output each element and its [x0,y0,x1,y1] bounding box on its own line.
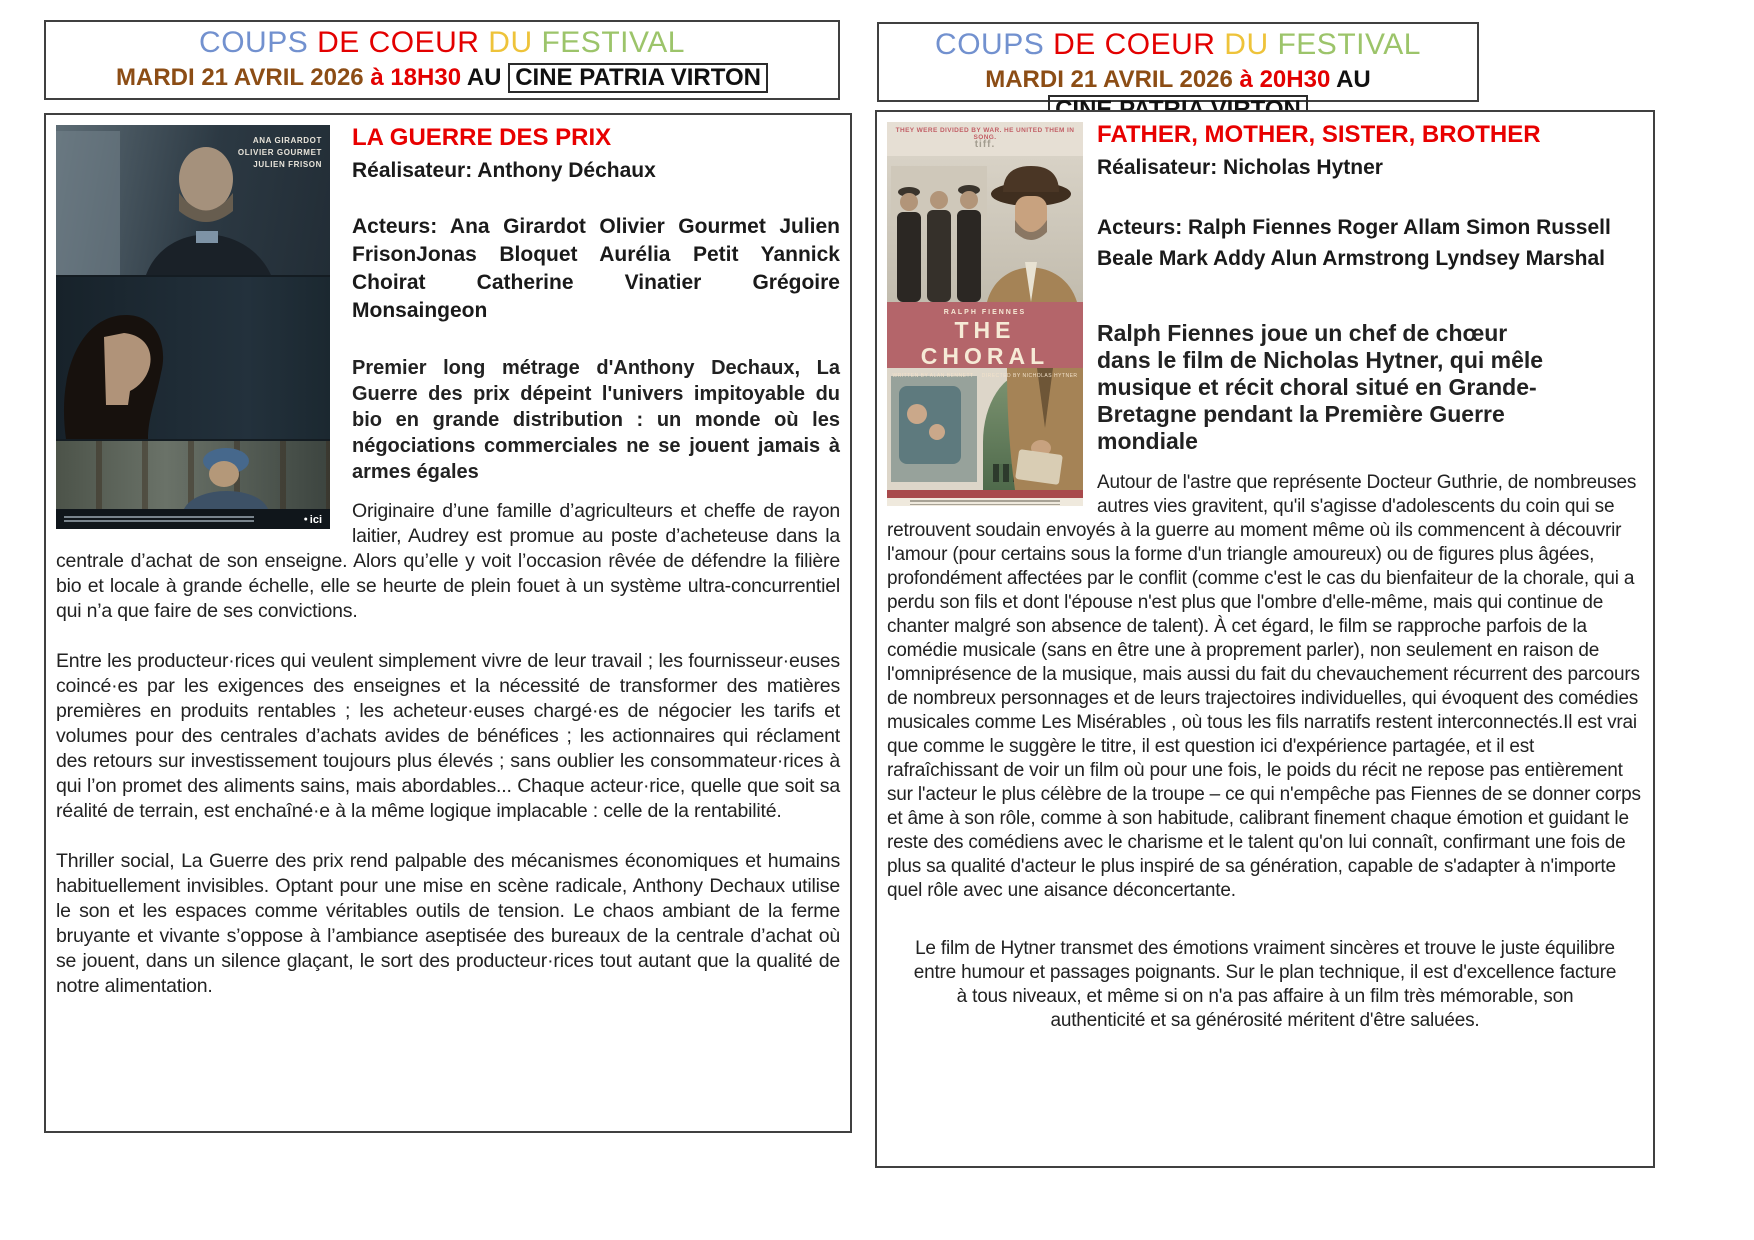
film-title: FATHER, MOTHER, SISTER, BROTHER [1097,121,1541,148]
festival-word-festival: FESTIVAL [1277,28,1421,61]
poster-cast-3: JULIEN FRISON [253,160,322,169]
train-window [899,386,961,464]
actors-line: Acteurs: Ralph Fiennes Roger Allam Simon Russell Beale Mark Addy Alun Armstrong Lyndsey Marshal [1097,216,1611,270]
poster-cast-1: ANA GIRARDOT [252,136,322,145]
poster-cast-names [238,135,322,171]
poster-directed-by: DIRECTED BY NICHOLAS HYTNER [981,373,1078,379]
poster-title-band [887,302,1083,379]
poster-cast-strip [887,490,1083,498]
woman-silhouette [56,277,186,439]
festival-word-du: DU [1224,28,1269,61]
poster-actor-name: RALPH FIENNES [943,309,1027,316]
poster-cast-2: OLIVIER GOURMET [237,148,322,157]
screening-au: AU [1336,66,1371,93]
right-header-box [877,22,1479,102]
ici-channel-logo: ● ici [304,514,322,526]
film-title: LA GUERRE DES PRIX [352,124,612,151]
screening-au: AU [466,64,502,91]
synopsis-paragraph-1: Originaire d’une famille d’agriculteurs et cheffe de rayon laitier, Audrey est promue au poste d’acheteuse dans la centrale d’achat de son enseigne. Alors qu’elle y voit l’occasion rêvée de défendre la filière bio et locale à grande échelle, elle se heurte de plein fouet à un système ultra-concurrentiel qui n’a que faire de ses convictions. [56,500,840,622]
festival-word-coups: COUPS [935,28,1045,61]
director-line: Réalisateur: Anthony Déchaux [352,159,656,182]
director-line: Réalisateur: Nicholas Hytner [1097,156,1383,179]
poster-panel-man [56,125,330,275]
poster-panel-woman [56,277,330,439]
poster-credits-strip [56,509,330,529]
train-photo [891,376,977,482]
intro-paragraph: Ralph Fiennes joue un chef de chœur dans le film de Nicholas Hytner, qui mêle musique et récit choral situé en Grande-Bretagne pendant la Première Guerre mondiale [1097,320,1544,454]
screening-date: MARDI 21 AVRIL 2026 [116,64,364,91]
poster-panel-farm [56,441,330,509]
ralph-fiennes-figure [979,160,1083,302]
poster-tagline: THEY WERE DIVIDED BY WAR. HE UNITED THEM IN SONG. [895,127,1075,141]
synopsis-paragraph-2: Entre les producteur·rices qui veulent simplement vivre de leur travail ; les fournisseur·euses coincé·es par les exigences des enseignes et la nécessité de transformer des matières premières en produits rentables ; les acheteur·euses chargé·es de négocier les tarifs et volumes pour des centrales d’achats avides de bénéfices ; les actionnaires qui réclament des retours sur investissement toujours plus élevés ; sans oublier les consommateur·rices à qui l’on promet des aliments sains, mais abordables... Chaque acteur·rice, quelle que soit sa réalité de terrain, est enchaîné·e à la même logique implacable : celle de la rentabilité. [56,650,840,822]
film-box-father-mother-sister-brother [875,110,1655,1168]
festival-word-du: DU [488,26,533,59]
boy-face [907,404,927,424]
intro-paragraph: Premier long métrage d'Anthony Dechaux, La Guerre des prix dépeint l'univers impitoyable du bio en grande distribution : un monde où les négociations commerciales ne se jouent jamais à armes égales [352,357,840,483]
festival-word-decoeur: DE COEUR [1053,28,1216,61]
left-header-box [44,20,840,100]
review-paragraph-2: Le film de Hytner transmet des émotions vraiment sincères et trouve le juste équilibre entre humour et passages poignants. Sur le plan technique, il est d'excellence facture à tous niveaux, et même si on n'a pas affaire à un film très mémorable, son authenticité et sa générosité méritent d'être saluées. [913,938,1617,1031]
boy-face [929,424,945,440]
screening-time: à 18H30 [370,64,462,91]
the-choral-poster [887,122,1083,506]
poster-credits [887,373,1083,379]
festival-word-festival: FESTIVAL [541,26,685,59]
synopsis-paragraph-3: Thriller social, La Guerre des prix rend palpable des mécanismes économiques et humains habituellement invisibles. Optant pour une mise en scène radicale, Anthony Dechaux utilise le son et les espaces comme véritables outils de tension. Le chaos ambiant de la ferme bruyante et vivante s’oppose à l’ambiance aseptisée des bureaux de la centrale d’achat où se jouent, dans un silence glaçant, le sort des producteur·rices tout autant que la qualité de notre alimentation. [56,850,840,997]
poster-hallway-light [56,131,120,275]
poster-billing-block [887,498,1083,506]
review-paragraph-1: Autour de l'astre que représente Docteur Guthrie, de nombreuses autres vies gravitent, qu'il s'agisse d'adolescents du coin qui se retrouvent soudain envoyés à la guerre au moment même où ils commencent à découvrir l'amour (pour certains sous la forme d'un triangle amoureux) ou de figures plus âgées, profondément affectées par le conflit (comme c'est le cas du bienfaiteur de la chorale, qui a perdu son fils et dont l'épouse n'est plus que l'ombre d'elle-même, mais qui continue de chanter malgré son absence de talent). À cet égard, le film se rapproche parfois de la comédie musicale (sans en être une à proprement parler), non seulement en raison de l'omniprésence de la musique, mais aussi du fait du chevauchement récurrent des parcours de nombreux personnages et de leurs trajectoires individuelles, qui évoquent des comédies musicales comme Les Misérables , où tous les fils narratifs restent interconnectés.Il est vrai que comme le suggère le titre, il est question ici d'expérience partagée, et il est rafraîchissant de voir un film où pour une fois, le poids du récit ne repose pas entièrement sur l'acteur le plus célèbre de la troupe – ce qui n'empêche pas Fiennes de se donner corps et âme à son rôle, comme à son habitude, calibrant finement chaque émotion et guidant le reste des comédiens avec le charisme et le talent qu'on lui connaît, confirmant une fois de plus sa qualité d'acteur le plus inspiré de sa génération, capable de s'adapter à n'importe quel rôle avec une aisance déconcertante. [887,472,1641,901]
farmer-silhouette [166,441,320,509]
poster-credits-lines [64,514,254,524]
poster-written-by: WRITTEN BY ALAN BENNETT [892,373,974,379]
festival-title-right [879,28,1477,62]
festival-word-decoeur: DE COEUR [317,26,480,59]
venue-name: CINE PATRIA VIRTON [508,63,768,93]
three-men-silhouettes [891,166,987,306]
la-guerre-des-prix-poster [56,125,330,529]
film-box-la-guerre-des-prix [44,113,852,1133]
festival-title-left [46,26,838,60]
ralph-fiennes-torso [1007,368,1083,490]
screening-time: à 20H30 [1239,66,1331,93]
tiff-festival-logo: tiff. [974,139,996,150]
screening-date: MARDI 21 AVRIL 2026 [985,66,1233,93]
screening-info-left [46,63,838,93]
festival-word-coups: COUPS [199,26,309,59]
actors-line: Acteurs: Ana Girardot Olivier Gourmet Julien FrisonJonas Bloquet Aurélia Petit Yannick Choirat Catherine Vinatier Grégoire Monsaingeon [352,215,840,322]
poster-title: THE CHORAL [920,317,1050,369]
